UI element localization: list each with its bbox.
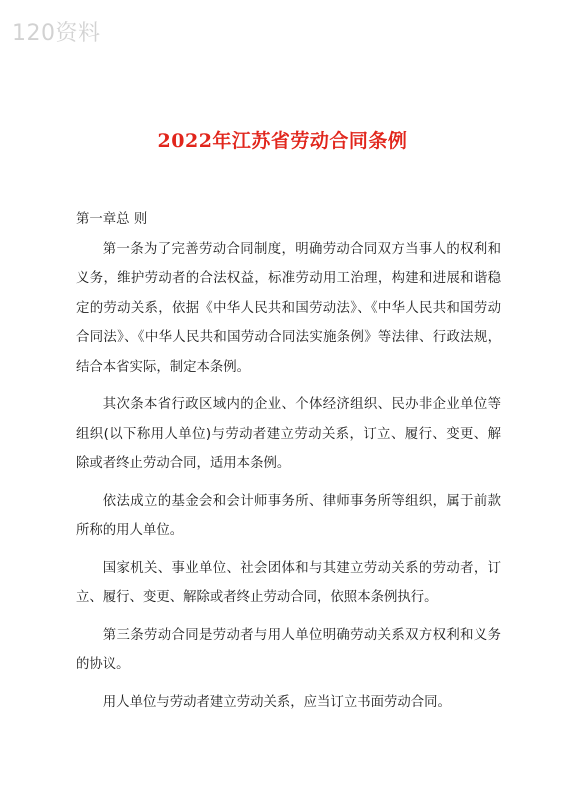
article-paragraph-5: 第三条劳动合同是劳动者与用人单位明确劳动关系双方权利和义务的协议。 (76, 627, 501, 672)
article-paragraph-4: 国家机关、事业单位、社会团体和与其建立劳动关系的劳动者，订立、履行、变更、解除或者终止劳动合同，依照本条例执行。 (76, 560, 501, 605)
document-title: 2022年江苏省劳动合同条例 (157, 130, 408, 152)
article-paragraph-1: 第一条为了完善劳动合同制度，明确劳动合同双方当事人的权利和义务，维护劳动者的合法权益，标准劳动用工治理，构建和进展和谐稳定的劳动关系，依据《中华人民共和国劳动法》、《中华人民共和国劳动合同法》、《中华人民共和国劳动合同法实施条例》等法律、行政法规，结合本省实际，制定本条例。 (76, 241, 501, 375)
chapter-heading: 第一章总 则 (76, 212, 148, 227)
watermark-logo: 120资料 (12, 21, 101, 46)
article-paragraph-6: 用人单位与劳动者建立劳动关系，应当订立书面劳动合同。 (102, 694, 451, 710)
article-paragraph-2: 其次条本省行政区域内的企业、个体经济组织、民办非企业单位等组织(以下称用人单位)与劳动者建立劳动关系，订立、履行、变更、解除或者终止劳动合同，适用本条例。 (76, 397, 501, 471)
document-body (76, 205, 501, 725)
article-paragraph-3: 依法成立的基金会和会计师事务所、律师事务所等组织，属于前款所称的用人单位。 (76, 493, 501, 538)
